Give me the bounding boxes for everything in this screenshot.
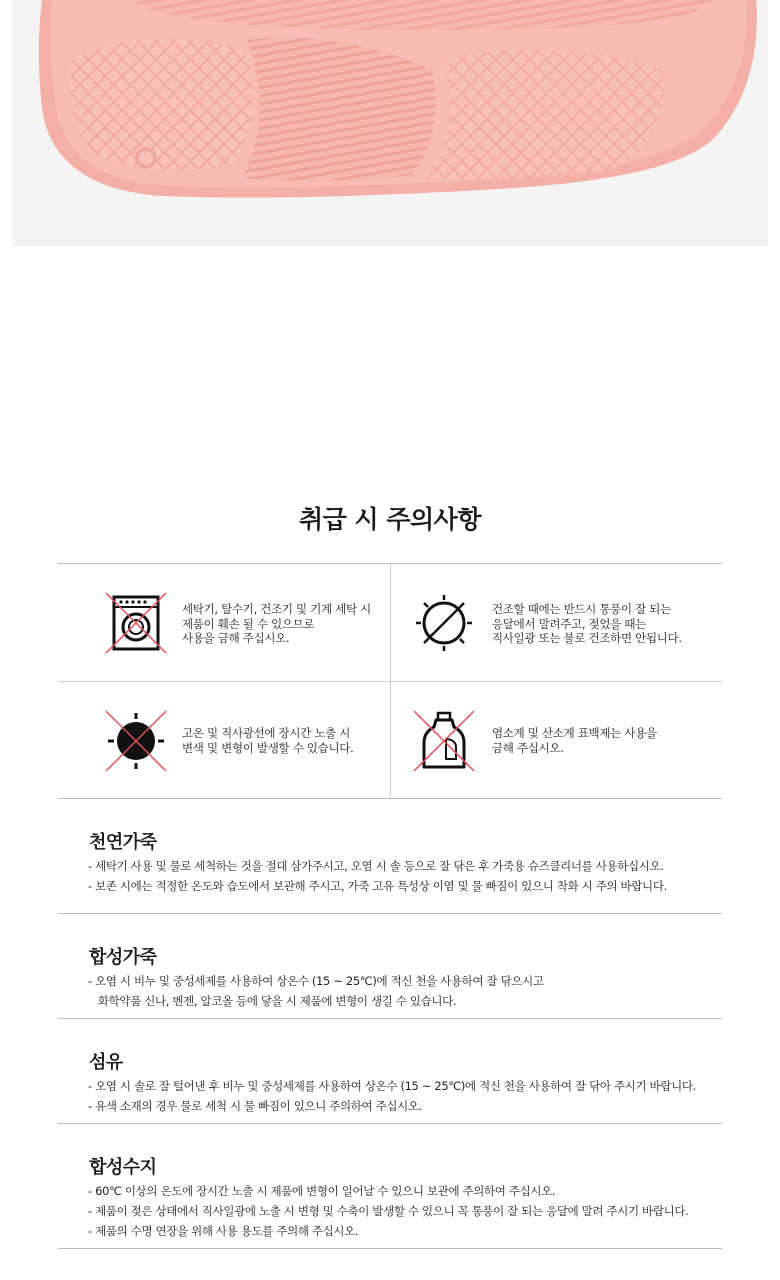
- no-sunlight-heat-icon: [104, 709, 168, 773]
- material-section-natural-leather: [58, 799, 722, 914]
- instruction-list: [88, 856, 667, 896]
- caution-item-drying: [390, 564, 722, 681]
- caution-line: 변색 및 변형이 발생할 수 있습니다.: [182, 740, 354, 755]
- product-sole-photo: [12, 0, 768, 246]
- caution-text: [182, 726, 382, 755]
- material-section-synthetic-leather: [58, 914, 722, 1019]
- caution-line: 고온 및 직사광선에 장시간 노출 시: [182, 726, 351, 740]
- section-title: 합성수지: [89, 1157, 157, 1178]
- section-title: 합성가죽: [89, 947, 157, 968]
- instruction-list: [88, 971, 544, 1011]
- section-title: 섬유: [89, 1052, 123, 1073]
- caution-item-washing-machine: [58, 564, 390, 681]
- caution-line: 금해 주십시오.: [492, 740, 564, 755]
- list-item: - 오염 시 솔로 잘 털어낸 후 비누 및 중성세제를 사용하여 상온수 (15 ~ 25℃)에 적신 천을 사용하여 잘 닦아 주시기 바랍니다.: [88, 1079, 696, 1093]
- section-title: 천연가죽: [89, 832, 157, 853]
- caution-text: [492, 602, 717, 646]
- list-item: - 세탁기 사용 및 물로 세척하는 것을 절대 삼가주시고, 오염 시 솔 등으로 잘 닦은 후 가죽용 슈즈클리너를 사용하십시오.: [88, 859, 664, 873]
- instruction-list: [88, 1076, 696, 1116]
- caution-text: [182, 602, 382, 646]
- caution-line: 염소계 및 산소계 표백제는 사용을: [492, 726, 657, 740]
- material-section-textile: [58, 1019, 722, 1124]
- instruction-list: [88, 1181, 688, 1241]
- caution-item-bleach: [390, 682, 722, 799]
- list-item: - 보존 시에는 적정한 온도와 습도에서 보관해 주시고, 가죽 고유 특성상 이염 및 물 빠짐이 있으니 착화 시 주의 바랍니다.: [88, 879, 667, 893]
- material-section-synthetic-resin: [58, 1124, 722, 1249]
- no-bleach-icon: [412, 709, 476, 773]
- caution-line: 직사일광 또는 불로 건조하면 안됩니다.: [492, 631, 682, 645]
- no-washing-machine-icon: [104, 591, 168, 655]
- caution-line: 사용을 금해 주십시오.: [182, 631, 290, 645]
- caution-text: [492, 726, 717, 755]
- caution-line: 세탁기, 탈수기, 건조기 및 기계 세탁 시: [182, 602, 371, 616]
- list-item: - 60℃ 이상의 온도에 장시간 노출 시 제품에 변형이 일어날 수 있으니 보관에 주의하여 주십시오.: [88, 1184, 556, 1198]
- list-item: - 유색 소재의 경우 물로 세척 시 물 빠짐이 있으니 주의하여 주십시오.: [88, 1099, 422, 1113]
- no-direct-sunlight-dry-icon: [412, 591, 476, 655]
- caution-item-sunlight: [58, 682, 390, 799]
- list-item: - 제품의 수명 연장을 위해 사용 용도를 주의해 주십시오.: [88, 1224, 359, 1238]
- list-item: - 제품이 젖은 상태에서 직사일광에 노출 시 변형 및 수축이 발생할 수 있으니 꼭 통풍이 잘 되는 응달에 말려 주시기 바랍니다.: [88, 1204, 689, 1218]
- list-item: - 오염 시 비누 및 중성세제를 사용하여 상온수 (15 ~ 25℃)에 적신 천을 사용하여 잘 닦으시고: [88, 974, 544, 988]
- caution-line: 제품이 훼손 될 수 있으므로: [182, 616, 315, 631]
- caution-line: 응달에서 말려주고, 젖었을 때는: [492, 616, 646, 631]
- caution-line: 건조할 때에는 반드시 통풍이 잘 되는: [492, 602, 671, 616]
- list-item: 화학약품 신나, 벤젠, 알코올 등에 닿을 시 제품에 변형이 생길 수 있습니다.: [88, 994, 457, 1008]
- caution-grid: [58, 563, 722, 799]
- care-instructions-title: 취급 시 주의사항: [299, 505, 481, 534]
